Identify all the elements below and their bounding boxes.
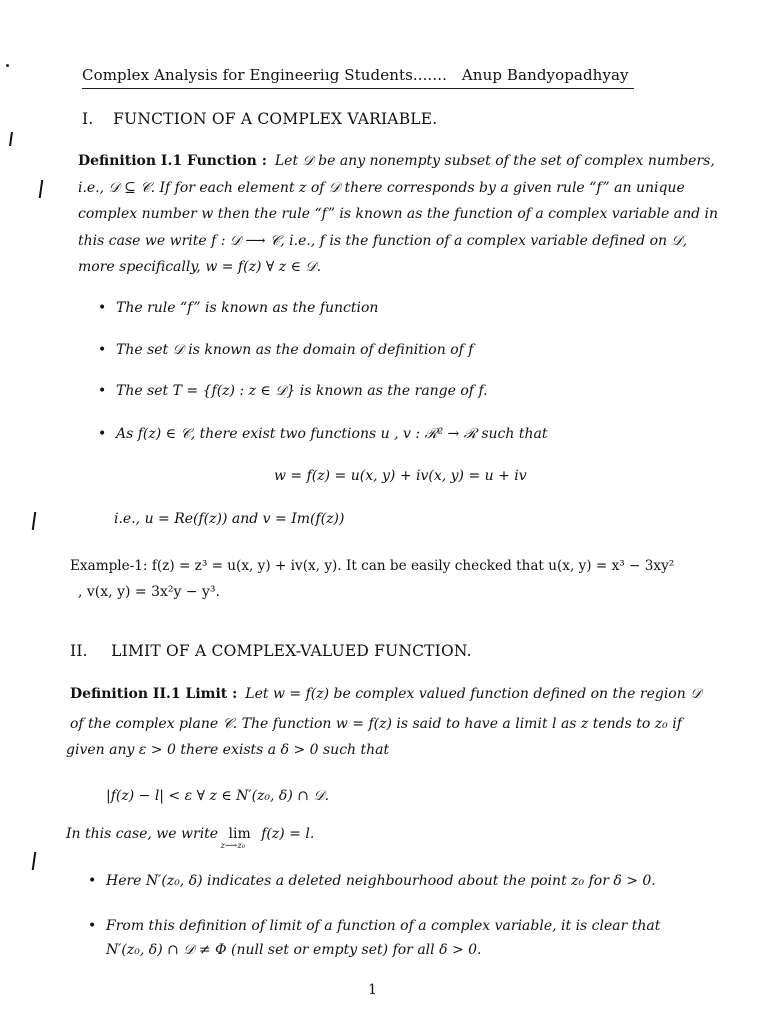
bullet-item	[88, 918, 660, 934]
bullet-text: From this definition of limit of a function of a complex variable, it is clear that	[106, 918, 661, 934]
definition-line	[70, 686, 701, 702]
bullet-text: The rule “f” is known as the function	[116, 300, 379, 316]
definition-line: of the complex plane 𝒞. The function w = f(z) is said to have a limit l as z tends to z₀ if	[70, 716, 682, 732]
bullet-icon: •	[88, 873, 97, 889]
bullet-text: Here N′(z₀, δ) indicates a deleted neighbourhood about the point z₀ for δ > 0.	[106, 873, 656, 889]
stray-dot	[6, 64, 9, 67]
header-rule	[82, 88, 634, 89]
limit-operator	[220, 826, 251, 851]
definition-text: Let 𝒟 be any nonempty subset of the set of complex numbers,	[274, 153, 715, 169]
page-number: 1	[368, 982, 377, 998]
bullet-text: The set 𝒟 is known as the domain of definition of f	[116, 342, 474, 358]
limit-subscript: z⟶z₀	[220, 841, 246, 851]
example-line: Example-1: f(z) = z³ = u(x, y) + iv(x, y). It can be easily checked that u(x, y) = x³ − 3xy²	[70, 558, 675, 574]
margin-mark	[32, 512, 37, 530]
definition-line: this case we write f : 𝒟 ⟶ 𝒞, i.e., f is the function of a complex variable defined on 𝒟,	[78, 233, 688, 249]
definition-line: given any ε > 0 there exists a δ > 0 such that	[66, 742, 390, 758]
example-line: , v(x, y) = 3x²y − y³.	[78, 584, 220, 600]
definition-heading: Definition II.1 Limit :	[70, 686, 238, 702]
section-number: I.	[82, 110, 94, 128]
bullet-item	[98, 383, 488, 399]
bullet-item	[98, 300, 378, 316]
bullet-icon: •	[98, 300, 107, 316]
limit-line	[66, 826, 315, 851]
definition-heading: Definition I.1 Function :	[78, 153, 267, 169]
section-title: FUNCTION OF A COMPLEX VARIABLE.	[113, 110, 438, 128]
bullet-icon: •	[98, 383, 107, 399]
bullet-item	[98, 342, 473, 358]
bullet-icon: •	[98, 426, 107, 442]
limit-suffix: f(z) = l.	[261, 826, 315, 842]
equation-2: |f(z) − l| < ε ∀ z ∈ N′(z₀, δ) ∩ 𝒟.	[106, 788, 330, 804]
bullet-item	[88, 873, 656, 889]
section-heading-2	[70, 642, 472, 660]
equation-1: w = f(z) = u(x, y) + iv(x, y) = u + iv	[274, 468, 527, 484]
margin-mark	[32, 852, 37, 870]
section-title: LIMIT OF A COMPLEX-VALUED FUNCTION.	[111, 642, 472, 660]
definition-line	[78, 153, 715, 169]
bullet-continuation: N′(z₀, δ) ∩ 𝒟 ≠ Φ (null set or empty set) for all δ > 0.	[106, 942, 482, 958]
author-name: Anup Bandyopadhyay	[461, 66, 629, 84]
limit-word: lim	[228, 826, 251, 842]
definition-line: i.e., 𝒟 ⊆ 𝒞. If for each element z of 𝒟 there corresponds by a given rule “f” an unique	[78, 180, 685, 196]
course-title: Complex Analysis for Engineeriıg Students.......	[82, 66, 447, 84]
definition-text: Let w = f(z) be complex valued function defined on the region 𝒟	[245, 686, 702, 702]
margin-mark	[39, 180, 44, 198]
bullet-text: The set T = {f(z) : z ∈ 𝒟} is known as the range of f.	[116, 383, 488, 399]
margin-mark	[9, 132, 13, 146]
limit-prefix: In this case, we write	[66, 826, 219, 842]
bullet-item	[98, 426, 547, 442]
bullet-icon: •	[98, 342, 107, 358]
definition-line: more specifically, w = f(z) ∀ z ∈ 𝒟.	[78, 259, 322, 275]
running-header	[82, 66, 629, 84]
section-number: II.	[70, 642, 88, 660]
bullet-icon: •	[88, 918, 97, 934]
definition-line: complex number w then the rule “f” is known as the function of a complex variable and in	[78, 206, 719, 222]
bullet-text: As f(z) ∈ 𝒞, there exist two functions u , v : ℛ² → ℛ such that	[116, 426, 548, 442]
section-heading-1	[82, 110, 437, 128]
ie-line: i.e., u = Re(f(z)) and v = Im(f(z))	[114, 511, 345, 527]
